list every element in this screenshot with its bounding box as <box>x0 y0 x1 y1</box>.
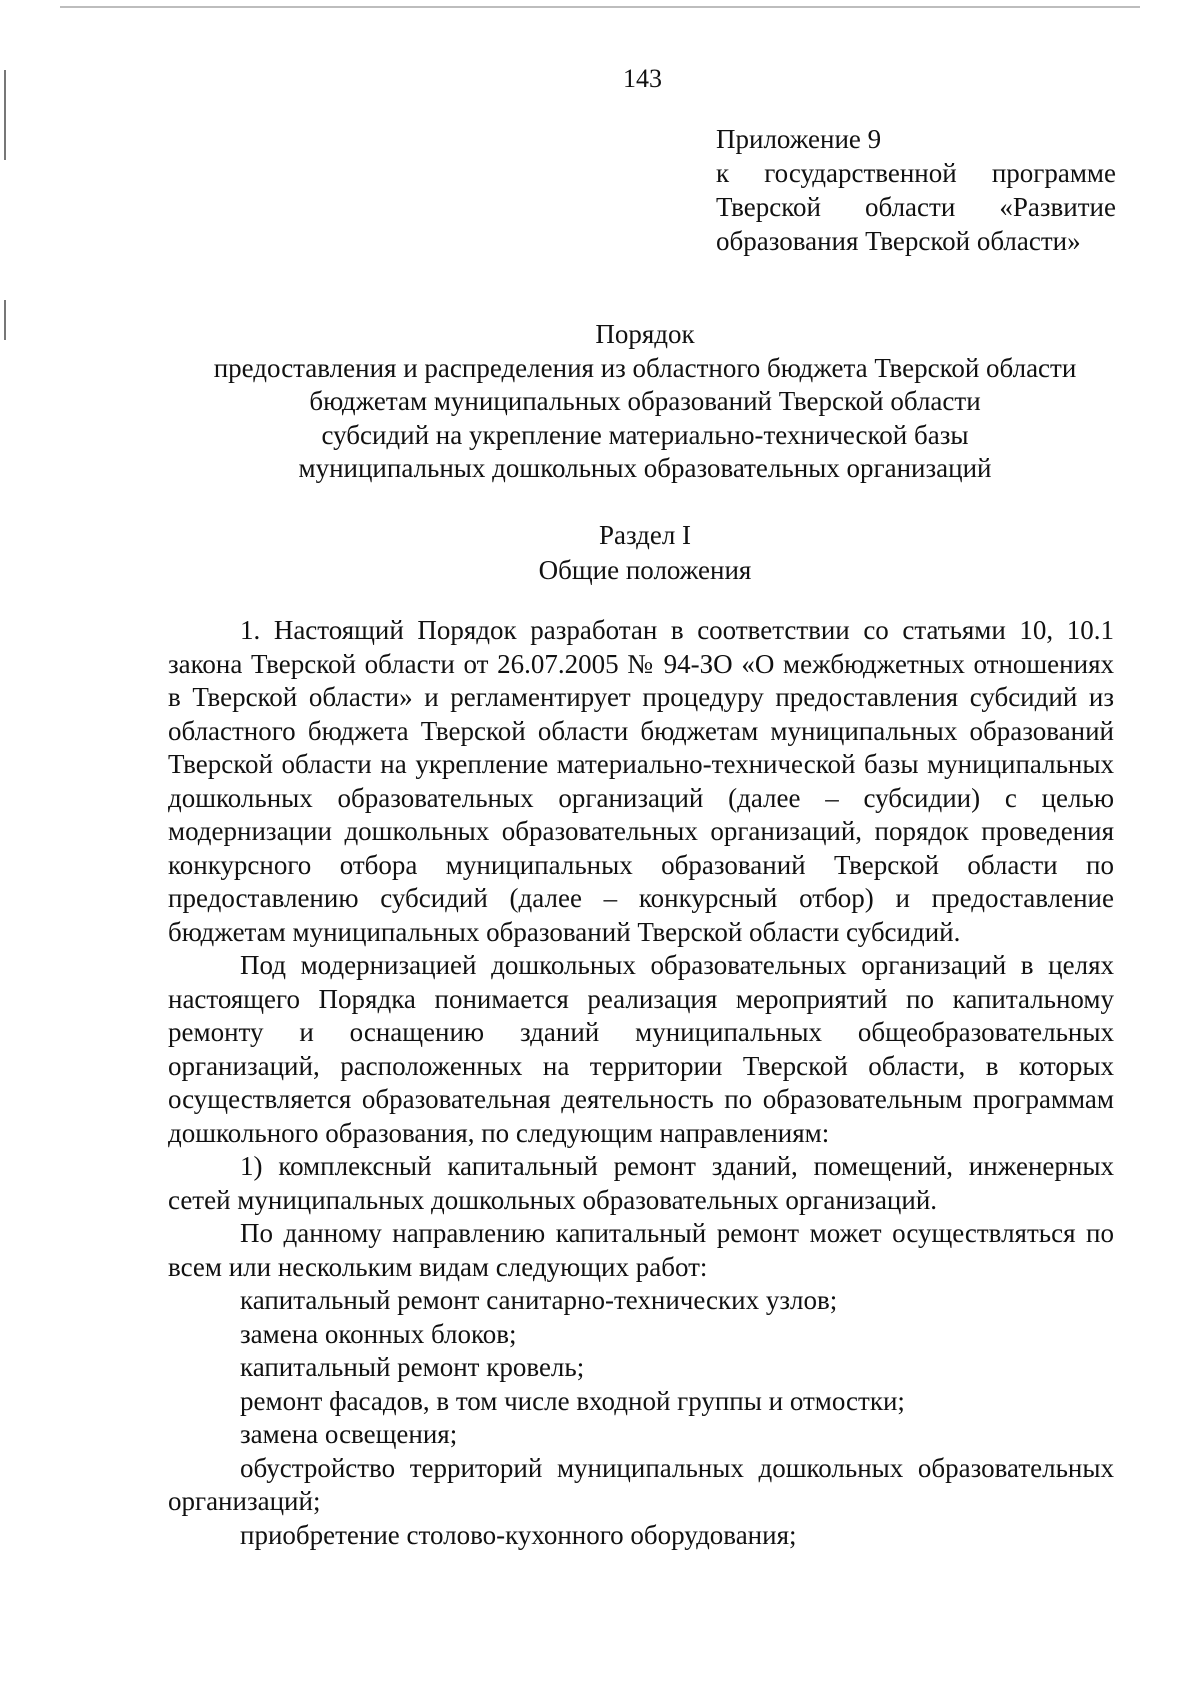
list-item: капитальный ремонт санитарно-технических узлов; <box>240 1285 838 1315</box>
scan-margin-mark <box>4 300 6 340</box>
section-header <box>150 518 1140 588</box>
appendix-line: к государственной программе <box>716 158 1116 188</box>
title-line: муниципальных дошкольных образовательных организаций <box>298 453 992 483</box>
list-item: замена оконных блоков; <box>240 1318 517 1349</box>
list-item: капитальный ремонт кровель; <box>240 1352 585 1382</box>
title-line: предоставления и распределения из областного бюджета Тверской области <box>213 352 1077 383</box>
paragraph: По данному направлению капитальный ремонт может осуществляться по всем или нескольким видам следующих работ: <box>168 1218 1114 1282</box>
page-number: 143 <box>623 64 662 93</box>
list-item: приобретение столово-кухонного оборудования; <box>240 1519 797 1550</box>
list-item: ремонт фасадов, в том числе входной группы и отмостки; <box>240 1385 905 1416</box>
scan-edge-line <box>60 6 1140 8</box>
section-heading: Общие положения <box>538 555 752 585</box>
document-title <box>150 318 1140 486</box>
paragraph: 1. Настоящий Порядок разработан в соответствии со статьями 10, 10.1 закона Тверской области от 26.07.2005 № 94-ЗО «О межбюджетных отношениях в Тверской области» и регламентирует процедуру предоставления субсидий из областного бюджета Тверской области бюджетам муниципальных образований Тверской области на укрепление материально-технической базы муниципальных дошкольных образовательных организаций (далее – субсидии) с целью модернизации дошкольных образовательных организаций, порядок проведения конкурсного отбора муниципальных образований Тверской области по предоставлению субсидий (далее – конкурсный отбор) и предоставление бюджетам муниципальных образований Тверской области субсидий. <box>168 615 1114 947</box>
title-line: субсидий на укрепление материально-технической базы <box>321 419 969 450</box>
paragraph: обустройство территорий муниципальных дошкольных образовательных организаций; <box>168 1452 1114 1516</box>
appendix-reference <box>716 122 1116 258</box>
title-line: бюджетам муниципальных образований Тверской области <box>309 386 981 416</box>
appendix-line: Тверской области «Развитие <box>716 192 1116 222</box>
appendix-line: образования Тверской области» <box>716 226 1081 256</box>
paragraph: 1) комплексный капитальный ремонт зданий, помещений, инженерных сетей муниципальных дошкольных образовательных организаций. <box>168 1151 1114 1215</box>
appendix-line: Приложение 9 <box>716 124 882 154</box>
section-label: Раздел I <box>598 520 692 550</box>
list-item: замена освещения; <box>240 1419 458 1449</box>
paragraph: Под модернизацией дошкольных образовательных организаций в целях настоящего Порядка понимается реализация мероприятий по капитальному ремонту и оснащению зданий муниципальных общеобразовательных организаций, расположенных на территории Тверской области, в которых осуществляется образовательная деятельность по образовательным программам дошкольного образования, по следующим направлениям: <box>168 950 1114 1148</box>
document-body <box>168 614 1114 1552</box>
title-line: Порядок <box>595 319 695 349</box>
